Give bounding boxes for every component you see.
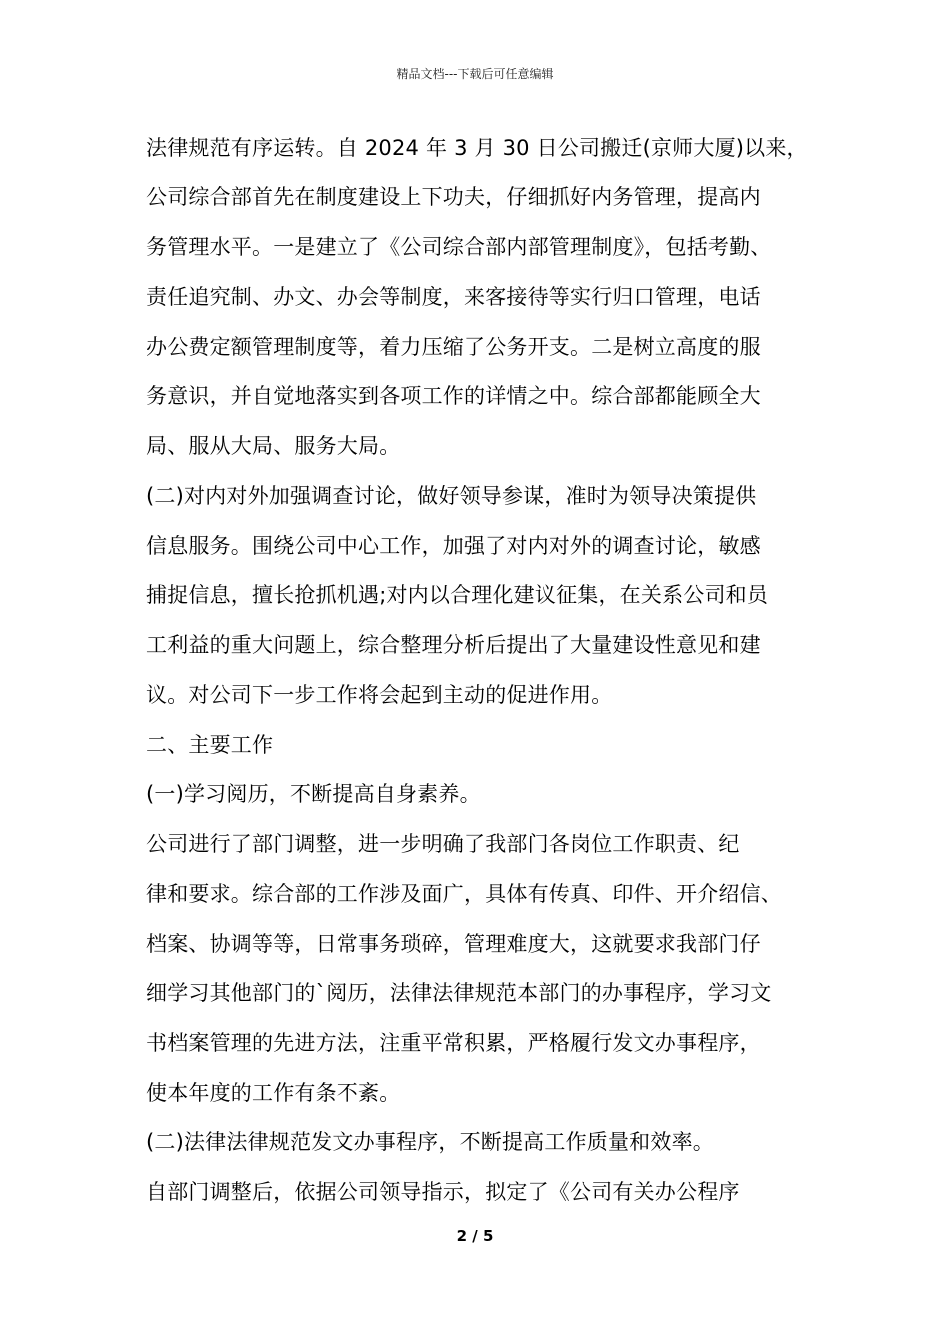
- text-line: 律和要求。综合部的工作涉及面广，具体有传真、印件、开介绍信、: [146, 882, 782, 906]
- text-line: 使本年度的工作有条不紊。: [146, 1081, 401, 1105]
- text-line: 公司综合部首先在制度建设上下功夫，仔细抓好内务管理，提高内: [146, 185, 761, 209]
- subsection-heading: (二)法律法律规范发文办事程序，不断提高工作质量和效率。: [146, 1130, 714, 1154]
- page-number: 2 / 5: [456, 1227, 494, 1245]
- text-line: 务意识，并自觉地落实到各项工作的详情之中。综合部都能顾全大: [146, 384, 761, 408]
- text-line: 捕捉信息，擅长抢抓机遇;对内以合理化建议征集，在关系公司和员: [146, 583, 769, 607]
- text-line: 信息服务。围绕公司中心工作，加强了对内对外的调查讨论，敏感: [146, 534, 761, 558]
- text-line: 工利益的重大问题上，综合整理分析后提出了大量建设性意见和建: [146, 633, 761, 657]
- text-line: 细学习其他部门的`阅历，法律法律规范本部门的办事程序，学习文: [146, 981, 772, 1005]
- text-line: (二)对内对外加强调查讨论，做好领导参谋，准时为领导决策提供: [146, 484, 757, 508]
- text-line: 议。对公司下一步工作将会起到主动的促进作用。: [146, 683, 613, 707]
- text-line: 法律规范有序运转。自 2024 年 3 月 30 日公司搬迁(京师大厦)以来，: [146, 136, 808, 160]
- text-line: 局、服从大局、服务大局。: [146, 434, 401, 458]
- text-line: 自部门调整后，依据公司领导指示，拟定了《公司有关办公程序: [146, 1180, 740, 1204]
- text-line: 书档案管理的先进方法，注重平常积累，严格履行发文办事程序，: [146, 1031, 761, 1055]
- text-line: 公司进行了部门调整，进一步明确了我部门各岗位工作职责、纪: [146, 832, 740, 856]
- text-line: 档案、协调等等，日常事务琐碎，管理难度大，这就要求我部门仔: [146, 932, 761, 956]
- section-heading: 二、主要工作: [146, 733, 274, 757]
- page-header: 精品文档---下载后可任意编辑: [396, 67, 554, 81]
- subsection-heading: (一)学习阅历，不断提高自身素养。: [146, 782, 481, 806]
- text-line: 务管理水平。一是建立了《公司综合部内部管理制度》，包括考勤、: [146, 235, 772, 259]
- text-line: 责任追究制、办文、办会等制度，来客接待等实行归口管理，电话: [146, 285, 761, 309]
- text-line: 办公费定额管理制度等，着力压缩了公务开支。二是树立高度的服: [146, 335, 761, 359]
